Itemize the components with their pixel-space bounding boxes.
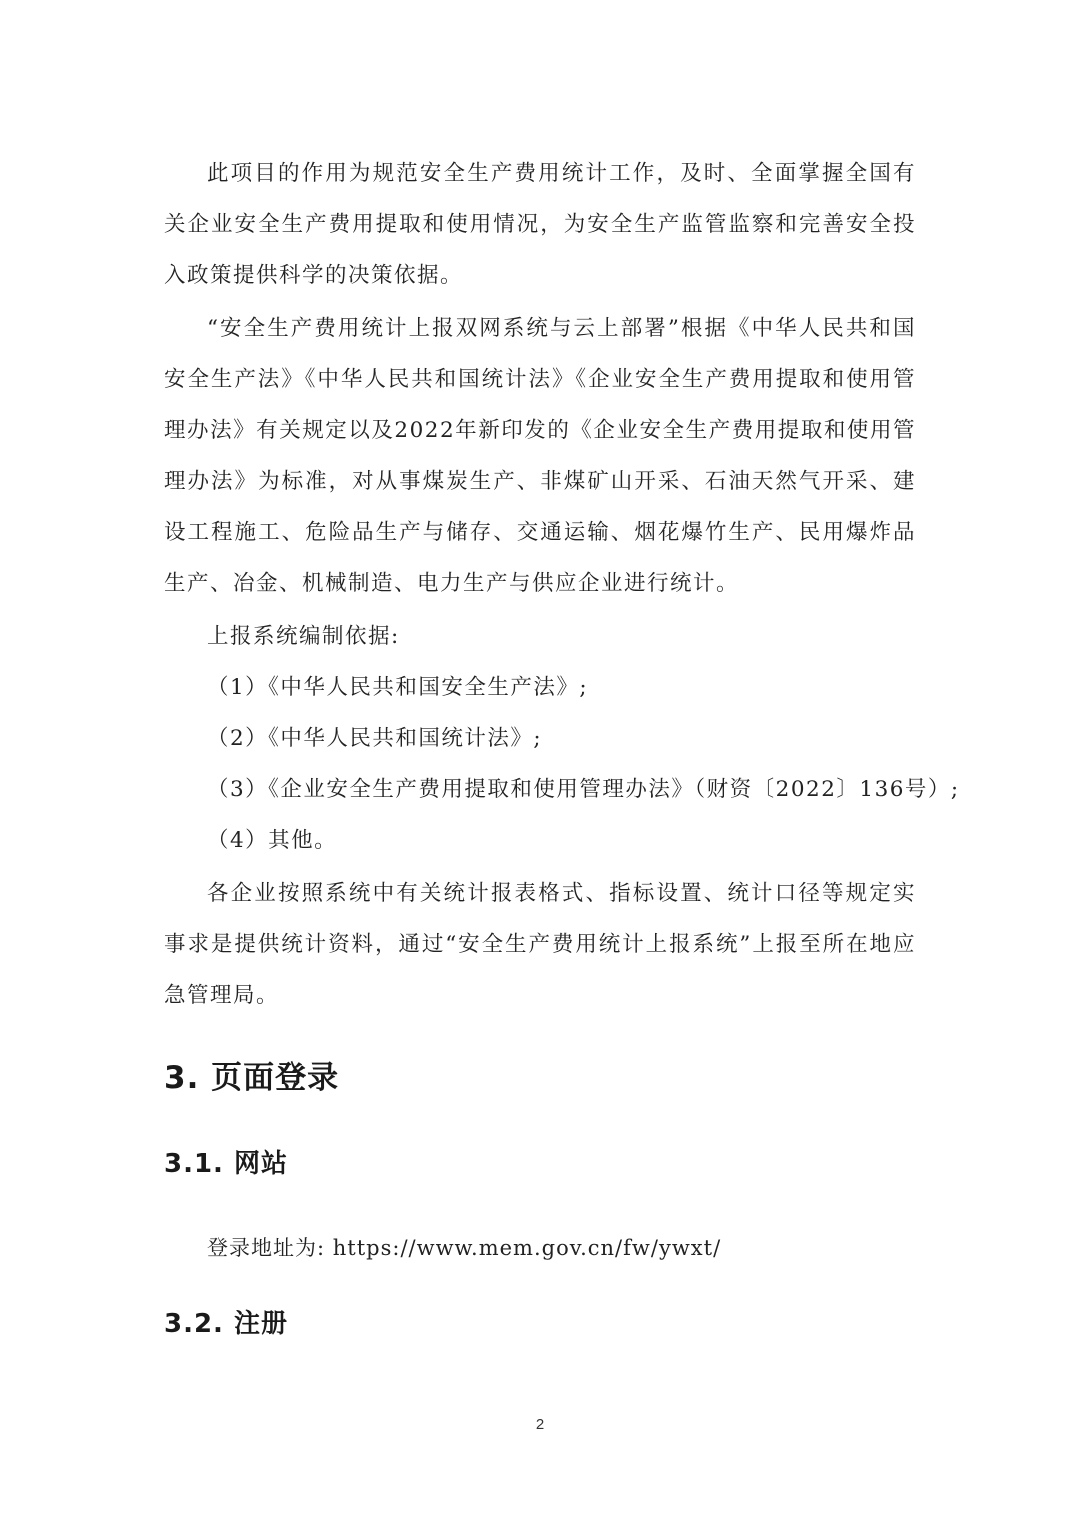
paragraph-system-description: “安全生产费用统计上报双网系统与云上部署”根据《中华人民共和国安全生产法》《中华人民共和国统计法》《企业安全生产费用提取和使用管理办法》有关规定以及2022年新印发的《企业安全生产费用提取和使用管理办法》为标准，对从事煤炭生产、非煤矿山开采、石油天然气开采、建设工程施工、危险品生产与储存、交通运输、烟花爆竹生产、民用爆炸品生产、冶金、机械制造、电力生产与供应企业进行统计。 (164, 316, 916, 596)
basis-item-2: （2）《中华人民共和国统计法》; (207, 726, 543, 751)
page-content (164, 148, 960, 1346)
login-address-text: 登录地址为: https://www.mem.gov.cn/fw/ywxt/ (207, 1236, 722, 1260)
paragraph-basis-intro: 上报系统编制依据: (207, 624, 400, 649)
basis-item-1: （1）《中华人民共和国安全生产法》; (207, 675, 589, 700)
paragraph-reporting: 各企业按照系统中有关统计报表格式、指标设置、统计口径等规定实事求是提供统计资料，通过“安全生产费用统计上报系统”上报至所在地应急管理局。 (164, 881, 916, 1008)
section-heading-page-login: 3. 页面登录 (164, 1060, 340, 1096)
basis-item-4: （4）其他。 (207, 828, 338, 853)
page-number: 2 (535, 1416, 545, 1433)
paragraph-purpose: 此项目的作用为规范安全生产费用统计工作，及时、全面掌握全国有关企业安全生产费用提取和使用情况，为安全生产监管监察和完善安全投入政策提供科学的决策依据。 (164, 161, 916, 288)
subsection-heading-register: 3.2. 注册 (164, 1309, 288, 1339)
subsection-heading-website: 3.1. 网站 (164, 1149, 288, 1179)
basis-item-3: （3）《企业安全生产费用提取和使用管理办法》（财资〔2022〕136号）; (207, 777, 960, 802)
